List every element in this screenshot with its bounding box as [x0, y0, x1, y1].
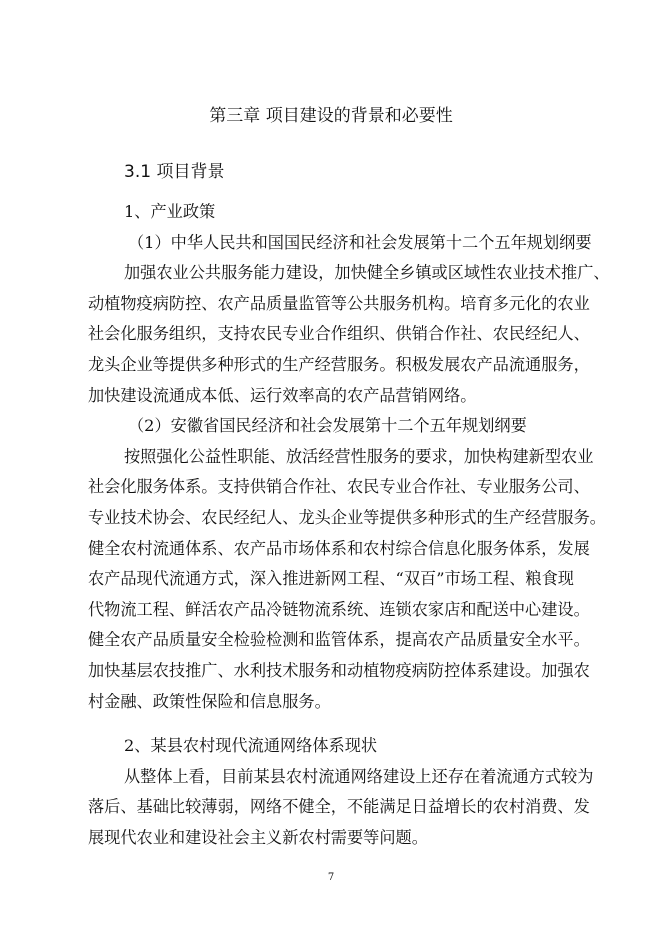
chapter-title: 第三章 项目建设的背景和必要性 — [209, 106, 453, 126]
paragraph-line: 展现代农业和建设社会主义新农村需要等问题。 — [88, 827, 428, 847]
subsection-heading-network-status: 2、某县农村现代流通网络体系现状 — [124, 736, 378, 755]
section-title: 3.1 项目背景 — [124, 162, 225, 182]
policy-heading-national-plan: （1）中华人民共和国国民经济和社会发展第十二个五年规划纲要 — [128, 232, 592, 252]
body-text-block — [88, 731, 594, 853]
body-text-block — [88, 197, 610, 717]
paragraph-line: 加快基层农技推广、水利技术服务和动植物疫病防控体系建设。加强农 — [88, 660, 590, 680]
paragraph-line: 加强农业公共服务能力建设，加快健全乡镇或区域性农业技术推广、 — [124, 263, 610, 283]
policy-heading-anhui-plan: （2）安徽省国民经济和社会发展第十二个五年规划纲要 — [128, 416, 527, 436]
paragraph-line: 社会化服务组织，支持农民专业合作组织、供销合作社、农民经纪人、 — [88, 324, 590, 344]
paragraph-line: 村金融、政策性保险和信息服务。 — [88, 691, 331, 711]
paragraph-line: 健全农村流通体系、农产品市场体系和农村综合信息化服务体系，发展 — [88, 538, 590, 558]
page-number: 7 — [327, 872, 335, 883]
paragraph-line: 落后、基础比较薄弱，网络不健全，不能满足日益增长的农村消费、发 — [88, 797, 590, 817]
paragraph-line: 按照强化公益性职能、放活经营性服务的要求，加快构建新型农业 — [124, 446, 594, 466]
paragraph-line: 农产品现代流通方式，深入推进新网工程、“双百”市场工程、粮食现 — [88, 569, 574, 589]
paragraph-line: 健全农产品质量安全检验检测和监管体系，提高农产品质量安全水平。 — [88, 630, 590, 650]
paragraph-line: 专业技术协会、农民经纪人、龙头企业等提供多种形式的生产经营服务。 — [88, 507, 606, 527]
paragraph-line: 从整体上看，目前某县农村流通网络建设上还存在着流通方式较为 — [124, 766, 594, 786]
paragraph-line: 社会化服务体系。支持供销合作社、农民专业合作社、专业服务公司、 — [88, 477, 590, 497]
paragraph-line: 龙头企业等提供多种形式的生产经营服务。积极发展农产品流通服务， — [88, 354, 590, 374]
paragraph-line: 代物流工程、鲜活农产品冷链物流系统、连锁农家店和配送中心建设。 — [88, 599, 590, 619]
paragraph-line: 加快建设流通成本低、运行效率高的农产品营销网络。 — [88, 385, 477, 405]
subsection-heading-industry-policy: 1、产业政策 — [124, 202, 216, 221]
paragraph-line: 动植物疫病防控、农产品质量监管等公共服务机构。培育多元化的农业 — [88, 293, 590, 313]
